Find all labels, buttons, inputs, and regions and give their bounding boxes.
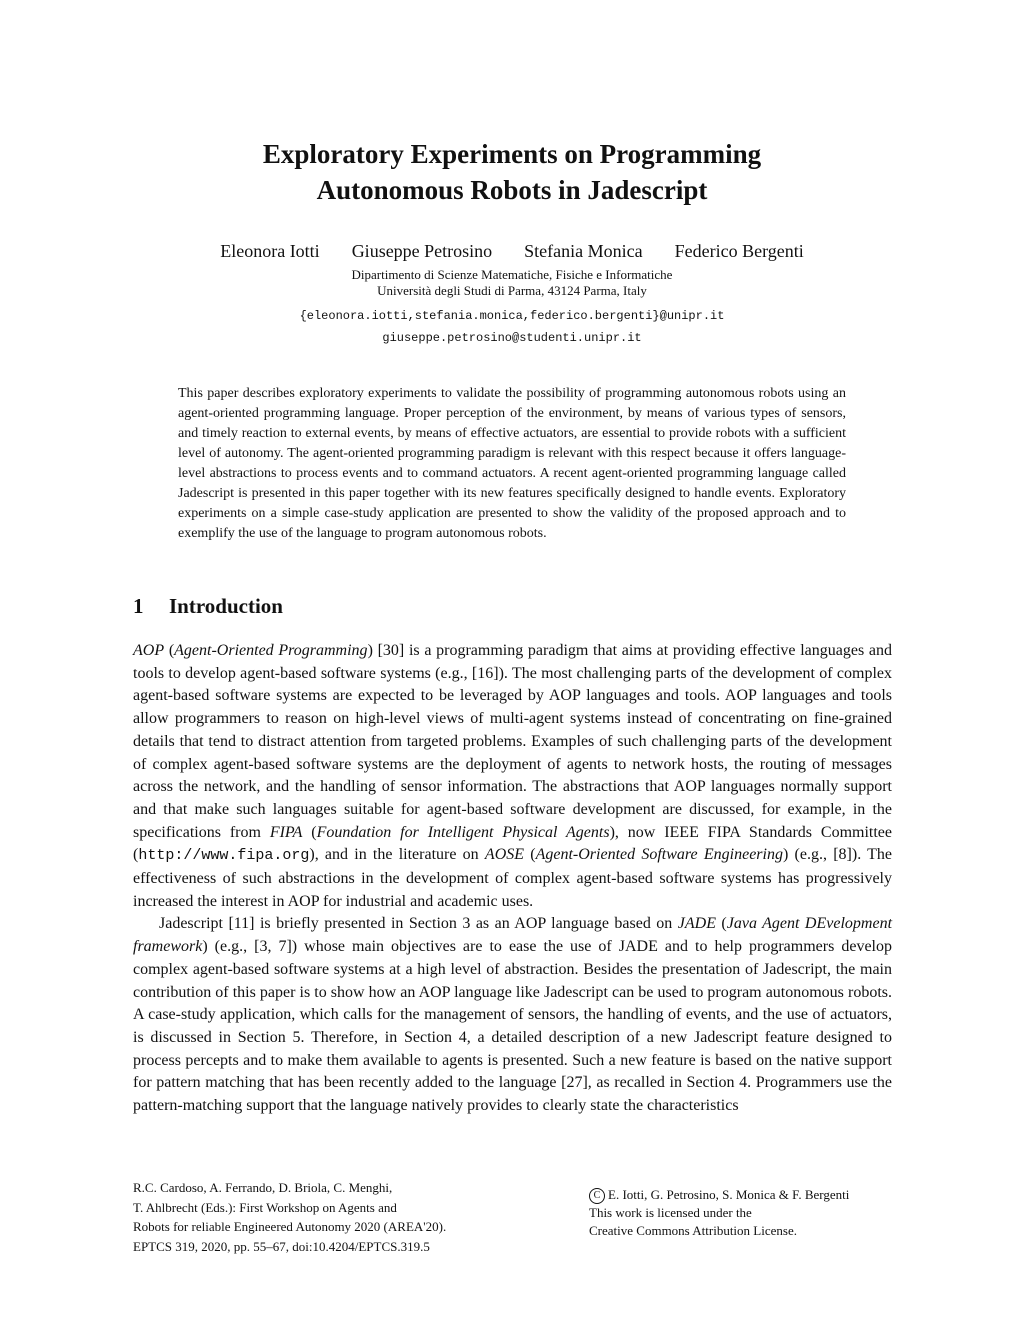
email-line-1: {eleonora.iotti,stefania.monica,federico.bergenti}@unipr.it [299,309,725,323]
term-aop: AOP [133,642,165,659]
term-fipa-expansion: Foundation for Intelligent Physical Agents [316,823,610,841]
publication-line: EPTCS 319, 2020, pp. 55–67, doi:10.4204/EPTCS.319.5 [133,1238,430,1254]
term-aose: AOSE [484,846,525,864]
term-fipa: FIPA [269,823,303,841]
author-name: Eleonora Iotti [220,241,320,261]
section-body [133,640,892,1118]
copyright-icon: C [589,1188,605,1204]
section-heading [133,594,283,619]
title-line-2: Autonomous Robots in Jadescript [316,175,708,205]
author-name: Giuseppe Petrosino [351,241,493,261]
publication-info [133,1178,553,1256]
affiliation-line-2: Università degli Studi di Parma, 43124 Parma, Italy [377,283,647,298]
author-name: Federico Bergenti [674,241,804,261]
email-line-2: giuseppe.petrosino@studenti.unipr.it [382,331,642,345]
paper-title [0,136,1024,208]
title-line-1: Exploratory Experiments on Programming [262,139,762,169]
publication-line: T. Ahlbrecht (Eds.): First Workshop on Agents and [133,1199,397,1215]
section-title: Introduction [169,594,283,618]
term-aose-expansion: Agent-Oriented Software Engineering [535,846,783,864]
fipa-url: http://www.fipa.org [138,847,310,865]
affiliation [0,267,1024,299]
term-aop-expansion: Agent-Oriented Programming [174,642,368,659]
copyright-holders: E. Iotti, G. Petrosino, S. Monica & F. Bergenti [608,1187,850,1202]
term-jade: JADE [677,915,716,933]
section-number: 1 [133,594,144,618]
publication-line: R.C. Cardoso, A. Ferrando, D. Briola, C. Menghi, [133,1180,393,1195]
author-emails [0,305,1024,349]
author-list [0,240,1024,262]
paragraph: AOP (Agent-Oriented Programming) [30] is a programming paradigm that aims at providing effective languages and tools to develop agent-based software systems (e.g., [16]). The most challenging parts of the development of complex agent-based software systems are expected to be leveraged by AOP languages and tools. AOP languages and tools allow programmers to reason on high-level views of multi-agent systems instead of concentrating on fine-grained details that tend to distract attention from targeted problems. Examples of such challenging parts of the development of complex agent-based software systems are the deployment of agents to network hosts, the routing of messages across the network, and the handling of sensor information. The abstractions that AOP languages normally support and that make such languages suitable for agent-based software development are discussed, for example, in the specifications from FIPA (Foundation for Intelligent Physical Agents), now IEEE FIPA Standards Committee (http://www.fipa.org), and in the literature on AOSE (Agent-Oriented Software Engineering) (e.g., [8]). The effectiveness of such abstractions in the development of complex agent-based software systems has progressively increased the interest in AOP for industrial and academic uses. [133,642,893,910]
author-name: Stefania Monica [524,241,643,261]
paragraph: Jadescript [11] is briefly presented in Section 3 as an AOP language based on JADE (Java Agent DEvelopment framework) (e.g., [3, 7]) whose main objectives are to ease the use of JADE and to help programmers develop complex agent-based software systems at a high level of abstraction. Besides the presentation of Jadescript, the main contribution of this paper is to show how an AOP language like Jadescript can be used to program autonomous robots. A case-study application, which calls for the management of sensors, the handling of events, and the use of actuators, is discussed in Section 5. Therefore, in Section 4, a detailed description of a new Jadescript feature designed to process percepts and to make them available to agents is presented. Such a new feature is based on the native support for pattern matching that has been recently added to the language [27], as recalled in Section 4. Programmers use the pattern-matching support that the language natively provides to clearly state the characteristics [133,915,893,1115]
term-jade-expansion: Java Agent DEvelopment framework [133,915,893,956]
license-info [589,1186,929,1240]
paragraph-text: Jadescript [11] is briefly presented in Section 3 as an AOP language based on [159,915,678,933]
license-line: This work is licensed under the [589,1205,752,1221]
paragraph-text: ), now IEEE FIPA Standards Committee ( [133,823,893,864]
abstract: This paper describes exploratory experiments to validate the possibility of programming autonomous robots using an agent-oriented programming language. Proper perception of the environment, by means of various types of sensors, and timely reaction to external events, by means of effective actuators, are essential to provide robots with a sufficient level of autonomy. The agent-oriented programming paradigm is relevant with this respect because it offers language-level abstractions to process events and to command actuators. A recent agent-oriented programming language called Jadescript is presented in this paper together with its new features specifically designed to handle events. Exploratory experiments on a simple case-study application are presented to show the validity of the proposed approach and to exemplify the use of the language to program autonomous robots. [178,386,846,541]
paragraph-text: ) (e.g., [3, 7]) whose main objectives are to ease the use of JADE and to help programmers develop complex agent-based software systems at a high level of abstraction. Besides the presentation of Jadescript, the main contribution of this paper is to show how an AOP language like Jadescript can be used to program autonomous robots. A case-study application, which calls for the management of sensors, the handling of events, and the use of actuators, is discussed in Section 5. Therefore, in Section 4, a detailed description of a new Jadescript feature designed to process percepts and to make them available to agents is presented. Such a new feature is based on the native support for pattern matching that has been recently added to the language [27], as recalled in Section 4. Programmers use the pattern-matching support that the language natively provides to clearly state the characteristics [133,938,892,1115]
paragraph-text: [30] is a programming paradigm that aims at providing effective languages and tools to develop agent-based software systems (e.g., [16]). The most challenging parts of the development of complex agent-based software systems are expected to be leveraged by AOP languages and tools. AOP languages and tools allow programmers to reason on high-level views of multi-agent systems instead of concentrating on fine-grained details that tend to distract attention from targeted problems. Examples of such challenging parts of the development of complex agent-based software systems are the deployment of agents to network hosts, the routing of messages across the network, and the handling of sensor information. The abstractions that AOP languages normally support and that make such languages suitable for agent-based software development are discussed, for example, in the specifications from [133,642,892,841]
license-link[interactable]: Creative Commons Attribution License. [589,1223,797,1239]
publication-line: Robots for reliable Engineered Autonomy 2020 (AREA'20). [133,1219,447,1234]
paragraph-text: ) (e.g., [8]). The effectiveness of such abstractions in the development of complex agent-based software systems has progressively increased the interest in AOP for industrial and academic uses. [133,846,893,910]
paragraph-text: ), and in the literature on [309,846,485,864]
affiliation-line-1: Dipartimento di Scienze Matematiche, Fisiche e Informatiche [351,267,673,282]
